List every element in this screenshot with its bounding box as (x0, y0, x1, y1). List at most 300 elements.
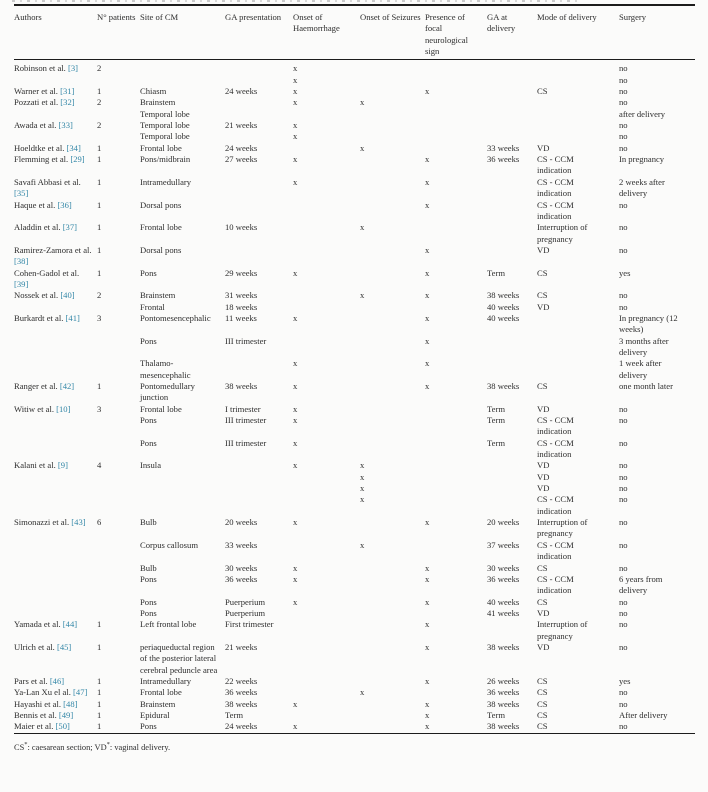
table-row (14, 302, 695, 313)
table-cell (97, 597, 140, 608)
table-cell (97, 483, 140, 494)
table-row (14, 563, 695, 574)
table-cell: Term (225, 709, 244, 720)
table-cell (360, 721, 425, 733)
table-cell: x (293, 437, 298, 448)
table-cell (293, 687, 360, 698)
table-cell: Pons (140, 335, 157, 346)
table-cell: 24 weeks (225, 142, 258, 153)
citation-ref: [29] (70, 154, 85, 165)
citation-ref: [43] (71, 517, 86, 528)
table-cell: x (360, 483, 365, 494)
table-cell: CS - CCM indication (537, 199, 574, 221)
table-cell (293, 642, 360, 676)
table-cell (14, 109, 97, 120)
table-body (14, 60, 695, 733)
table-cell (487, 460, 537, 471)
table-cell: no (619, 86, 628, 97)
table-cell: x (425, 267, 430, 278)
table-cell: 2 (97, 97, 102, 108)
table-cell (360, 642, 425, 676)
table-cell: CS (537, 267, 548, 278)
table-cell: 1 (97, 154, 102, 165)
table-cell: 2 (97, 120, 102, 131)
table-cell: periaqueductal region of the posterior lateral cerebral peduncle area (140, 641, 218, 675)
table-cell: x (293, 358, 298, 369)
table-cell: Maier et al. [50] (14, 721, 70, 732)
table-cell: 1 (97, 619, 102, 630)
table-cell: x (425, 641, 430, 652)
table-row (14, 608, 695, 619)
table-cell (360, 699, 425, 710)
table-cell: x (425, 517, 430, 528)
table-cell (537, 75, 619, 86)
table-row (14, 415, 695, 438)
table-cell: Interruption of pregnancy (537, 619, 588, 641)
table-cell: 20 weeks (487, 517, 520, 528)
table-cell (97, 608, 140, 619)
table-cell: Thalamo-mesencephalic (140, 358, 191, 380)
table-cell: no (619, 687, 628, 698)
table-cell (14, 483, 97, 494)
table-cell: 3 (97, 403, 102, 414)
table-cell (225, 472, 293, 483)
table-cell: x (293, 97, 298, 108)
table-cell: Frontal (140, 301, 165, 312)
table-cell: x (425, 573, 430, 584)
table-cell: Left frontal lobe (140, 619, 197, 630)
table-cell (425, 302, 487, 313)
table-cell: Brainstem (140, 97, 176, 108)
table-cell: I trimester (225, 403, 261, 414)
table-cell: 1 (97, 199, 102, 210)
table-cell (97, 131, 140, 142)
table-cell: Haque et al. [36] (14, 199, 72, 210)
table-row (14, 177, 695, 200)
table-cell (487, 336, 537, 359)
citation-ref: [33] (58, 120, 73, 131)
table-cell: Frontal lobe (140, 222, 182, 233)
table-cell: x (425, 596, 430, 607)
table-cell: Frontal lobe (140, 687, 182, 698)
column-header: GA presentation (225, 5, 293, 60)
table-cell (425, 109, 487, 120)
table-cell: III trimester (225, 437, 267, 448)
table-cell (14, 608, 97, 619)
table-cell: CS (537, 721, 548, 732)
table-cell (360, 438, 425, 461)
table-cell (425, 404, 487, 415)
table-cell: x (360, 494, 365, 505)
table-cell (487, 245, 537, 268)
table-cell: 29 weeks (225, 267, 258, 278)
table-cell: Intramedullary (140, 176, 192, 187)
table-cell (140, 60, 225, 75)
table-cell: 1 (97, 267, 102, 278)
table-row (14, 619, 695, 642)
table-cell (487, 200, 537, 223)
table-row (14, 438, 695, 461)
table-cell (225, 358, 293, 381)
table-cell (360, 302, 425, 313)
table-cell (293, 676, 360, 687)
table-cell: x (293, 562, 298, 573)
table-cell: 24 weeks (225, 86, 258, 97)
table-cell: no (619, 698, 628, 709)
table-cell (360, 154, 425, 177)
table-cell (360, 86, 425, 97)
table-cell: 38 weeks (487, 641, 520, 652)
table-cell: Ulrich et al. [45] (14, 641, 72, 652)
table-cell: x (425, 199, 430, 210)
table-row (14, 154, 695, 177)
table-cell (487, 494, 537, 517)
citation-ref: [47] (73, 687, 88, 698)
table-cell: no (619, 131, 628, 142)
table-cell: Corpus callosum (140, 539, 199, 550)
table-cell: 38 weeks (225, 698, 258, 709)
table-cell: 1 (97, 709, 102, 720)
column-header: N° patients (97, 5, 140, 60)
citation-ref: [34] (66, 142, 81, 153)
column-header: GA at delivery (487, 5, 537, 60)
table-cell (425, 120, 487, 131)
table-cell: 1 (97, 222, 102, 233)
table-row (14, 597, 695, 608)
table-cell: CS (537, 381, 548, 391)
table-cell (425, 608, 487, 619)
table-cell (425, 494, 487, 517)
table-cell: x (293, 573, 298, 584)
table-cell: one month later (619, 381, 673, 391)
table-row (14, 517, 695, 540)
table-cell: no (619, 721, 628, 732)
table-cell (14, 563, 97, 574)
table-cell: yes (619, 675, 631, 686)
table-cell (360, 313, 425, 336)
table-cell (425, 483, 487, 494)
table-cell: Ramirez-Zamora et al. [38] (14, 244, 92, 267)
table-cell: Burkardt et al. [41] (14, 312, 80, 323)
table-cell: Pontomesencephalic (140, 312, 211, 323)
table-cell: 21 weeks (225, 120, 258, 131)
table-cell: 1 (97, 721, 102, 732)
column-header: Authors (14, 5, 97, 60)
table-cell: Hayashi et al. [48] (14, 698, 78, 709)
table-cell (425, 438, 487, 461)
table-row (14, 381, 695, 404)
table-header (14, 5, 695, 60)
table-cell: Insula (140, 460, 162, 471)
table-cell: 36 weeks (487, 687, 520, 698)
table-cell: x (293, 517, 298, 528)
table-cell (360, 404, 425, 415)
citation-ref: [31] (60, 86, 75, 97)
table-cell: VD (537, 142, 550, 153)
footnote-asterisk: * (24, 740, 28, 748)
table-cell: Simonazzi et al. [43] (14, 517, 86, 528)
table-cell (360, 608, 425, 619)
table-cell: 4 (97, 460, 102, 471)
table-cell: no (619, 403, 628, 414)
table-cell: Pons (140, 596, 157, 607)
table-cell: x (293, 460, 298, 471)
table-row (14, 710, 695, 721)
table-cell: VD (537, 244, 550, 255)
table-cell: x (425, 86, 430, 97)
table-cell (293, 336, 360, 359)
table-cell: Robinson et al. [3] (14, 63, 78, 74)
column-header: Surgery (619, 5, 695, 60)
citation-ref: [46] (49, 675, 65, 686)
table-cell (425, 75, 487, 86)
table-cell: Temporal lobe (140, 108, 190, 119)
table-cell: 2 (97, 63, 102, 74)
citation-ref: [42] (59, 381, 75, 391)
table-cell (487, 75, 537, 86)
table-cell: x (425, 312, 430, 323)
table-cell: Frontal lobe (140, 403, 182, 414)
table-cell: 6 (97, 517, 102, 528)
table-cell (140, 494, 225, 517)
table-cell: 31 weeks (225, 290, 258, 301)
table-cell: 1 (97, 142, 102, 153)
table-cell: CS (537, 596, 548, 607)
table-cell: x (425, 619, 430, 630)
table-row (14, 494, 695, 517)
table-cell (225, 245, 293, 268)
table-cell: Bulb (140, 517, 157, 528)
table-cell (537, 60, 619, 75)
table-cell: Pars et al. [46] (14, 675, 65, 686)
table-row (14, 200, 695, 223)
table-cell (537, 313, 619, 336)
table-cell: Brainstem (140, 290, 176, 301)
table-cell (225, 75, 293, 86)
table-row (14, 687, 695, 698)
table-cell: Term (487, 267, 506, 278)
table-cell: In pregnancy (12 weeks) (619, 312, 678, 335)
table-cell: After delivery (619, 709, 668, 720)
table-cell: Cohen-Gadol et al. [39] (14, 267, 80, 289)
table-cell (97, 563, 140, 574)
table-cell: CS (537, 698, 548, 709)
table-cell: III trimester (225, 415, 267, 426)
table-cell (360, 710, 425, 721)
table-cell: CS - CCM indication (537, 176, 574, 199)
table-cell (537, 131, 619, 142)
table-cell: no (619, 97, 628, 108)
table-cell (487, 109, 537, 120)
table-cell (14, 358, 97, 381)
table-cell: x (425, 176, 430, 187)
table-cell: CS (537, 675, 548, 686)
table-cell (14, 131, 97, 142)
table-cell (97, 472, 140, 483)
table-cell: VD (537, 471, 550, 482)
table-cell: x (293, 154, 298, 165)
table-cell: no (619, 415, 628, 426)
table-cell: 1 (97, 86, 102, 97)
table-cell: 1 (97, 244, 102, 255)
table-cell: 1 (97, 381, 102, 391)
table-cell: 41 weeks (487, 607, 520, 618)
table-cell: Term (487, 437, 506, 448)
table-cell: Frontal lobe (140, 142, 182, 153)
table-cell: CS (537, 290, 548, 301)
table-cell (140, 472, 225, 483)
table-row (14, 540, 695, 563)
citation-ref: [36] (57, 199, 72, 210)
table-cell: 38 weeks (225, 381, 258, 391)
table-cell (293, 710, 360, 721)
table-cell: Ya-Lan Xu el al. [47] (14, 687, 88, 698)
column-header: Presence of focal neurological sign (425, 5, 487, 60)
table-row (14, 699, 695, 710)
table-cell: Yamada et al. [44] (14, 619, 78, 630)
table-cell: 21 weeks (225, 641, 258, 652)
table-cell: 1 (97, 687, 102, 698)
table-cell: Bennis et al. [49] (14, 709, 74, 720)
table-cell: VD (537, 607, 550, 618)
table-cell: x (360, 471, 365, 482)
table-cell: 26 weeks (487, 675, 520, 686)
table-cell: x (360, 539, 365, 550)
table-row (14, 109, 695, 120)
table-cell (425, 540, 487, 563)
table-cell: Ranger et al. [42] (14, 381, 75, 391)
table-cell: 6 years from delivery (619, 573, 663, 596)
table-cell (97, 415, 140, 438)
table-cell (97, 540, 140, 563)
table-cell (97, 75, 140, 86)
table-cell (487, 60, 537, 75)
table-cell (425, 687, 487, 698)
citation-ref: [3] (67, 63, 78, 74)
table-cell: no (619, 607, 628, 618)
table-cell: Dorsal pons (140, 244, 182, 255)
table-cell (14, 574, 97, 597)
citation-ref: [40] (60, 290, 75, 301)
table-cell (360, 120, 425, 131)
table-cell: 1 week after delivery (619, 358, 662, 380)
table-cell: Temporal lobe (140, 131, 190, 142)
table-cell: x (293, 131, 298, 142)
table-cell: no (619, 471, 628, 482)
table-cell: VD (537, 641, 550, 652)
table-cell (425, 143, 487, 154)
table-cell: CS (537, 562, 548, 573)
table-cell: no (619, 460, 628, 471)
table-row (14, 75, 695, 86)
table-cell: 36 weeks (487, 573, 520, 584)
table-cell (425, 472, 487, 483)
table-cell (537, 109, 619, 120)
table-cell: 24 weeks (225, 721, 258, 732)
table-cell: x (293, 74, 298, 85)
table-cell (14, 494, 97, 517)
table-cell (97, 438, 140, 461)
table-cell: III trimester (225, 335, 267, 346)
table-cell (360, 517, 425, 540)
table-cell: Hoeldtke et al. [34] (14, 142, 81, 153)
table-cell: x (425, 675, 430, 686)
table-cell: 3 (97, 312, 102, 323)
table-row (14, 86, 695, 97)
table-cell: Puerperium (225, 607, 266, 618)
table-cell (537, 358, 619, 381)
table-cell: Pons (140, 721, 157, 732)
citation-ref: [10] (56, 403, 71, 414)
table-cell: after delivery (619, 108, 666, 119)
table-row (14, 472, 695, 483)
table-cell: VD (537, 460, 550, 471)
table-cell: 30 weeks (225, 562, 258, 573)
table-cell: Intramedullary (140, 675, 192, 686)
table-cell: 18 weeks (225, 301, 258, 312)
table-cell: 1 (97, 641, 102, 652)
table-row (14, 245, 695, 268)
table-cell: x (425, 244, 430, 255)
table-cell (225, 177, 293, 200)
table-cell (487, 472, 537, 483)
table-cell: Pons/midbrain (140, 154, 191, 165)
table-cell (425, 97, 487, 108)
table-cell (293, 483, 360, 494)
table-cell: Temporal lobe (140, 120, 190, 131)
table-cell: x (425, 698, 430, 709)
table-row (14, 97, 695, 108)
table-cell: Awada et al. [33] (14, 120, 73, 131)
table-cell: no (619, 244, 628, 255)
table-row (14, 60, 695, 75)
table-cell: no (619, 483, 628, 494)
table-cell: 33 weeks (225, 539, 258, 550)
table-cell (14, 415, 97, 438)
table-cell: 38 weeks (487, 721, 520, 732)
table-cell (97, 358, 140, 381)
table-cell: Puerperium (225, 596, 266, 607)
table-cell: Interruption of pregnancy (537, 517, 588, 539)
column-header: Mode of delivery (537, 5, 619, 60)
table-cell (225, 131, 293, 142)
table-cell (293, 494, 360, 517)
table-cell (225, 97, 293, 108)
table-cell: 37 weeks (487, 539, 520, 550)
table-cell (360, 619, 425, 642)
table-row (14, 336, 695, 359)
table-cell: Witiw et al. [10] (14, 403, 71, 414)
table-cell (360, 60, 425, 75)
table-cell: VD (537, 301, 550, 312)
table-cell: yes (619, 267, 631, 278)
table-row (14, 313, 695, 336)
table-cell: CS (537, 86, 548, 97)
table-cell: 30 weeks (487, 562, 520, 573)
citation-ref: [32] (60, 97, 75, 108)
table-cell (487, 177, 537, 200)
table-cell: 27 weeks (225, 154, 258, 165)
table-cell: Epidural (140, 709, 170, 720)
table-cell (293, 608, 360, 619)
citation-ref: [50] (55, 721, 70, 732)
table-cell: Pozzati et al. [32] (14, 97, 75, 108)
table-cell (360, 574, 425, 597)
table-cell: CS - CCM indication (537, 494, 574, 516)
table-cell (225, 483, 293, 494)
table-cell: x (425, 335, 430, 346)
table-cell: no (619, 562, 628, 573)
